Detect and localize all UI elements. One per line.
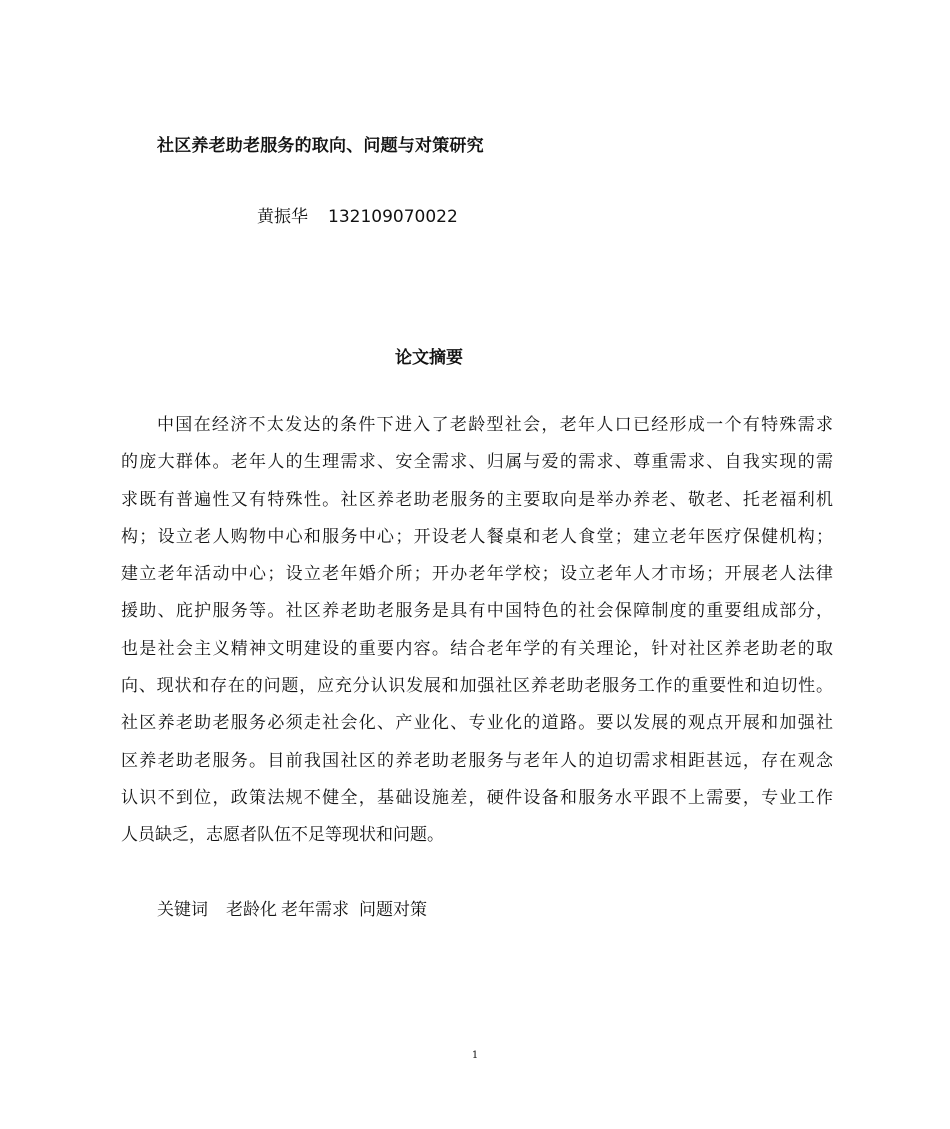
paper-title: 社区养老助老服务的取向、问题与对策研究: [157, 136, 484, 156]
abstract-line: 也是社会主义精神文明建设的重要内容。结合老年学的有关理论，针对社区养老助老的取: [121, 638, 833, 659]
abstract-line: 求既有普遍性又有特殊性。社区养老助老服务的主要取向是举办养老、敬老、托老福利机: [121, 489, 833, 510]
abstract-line: 认识不到位，政策法规不健全，基础设施差，硬件设备和服务水平跟不上需要，专业工作: [121, 787, 833, 808]
author-name: 黄振华: [257, 207, 308, 227]
author-line: [257, 202, 458, 227]
keyword: 问题对策: [359, 900, 427, 920]
abstract-body: [121, 411, 833, 859]
abstract-line: 人员缺乏，志愿者队伍不足等现状和问题。: [121, 825, 444, 846]
keyword: 老龄化: [226, 900, 277, 920]
abstract-line: 构；设立老人购物中心和服务中心；开设老人餐桌和老人食堂；建立老年医疗保健机构；: [121, 526, 833, 547]
abstract-line: 向、现状和存在的问题，应充分认识发展和加强社区养老助老服务工作的重要性和迫切性。: [121, 676, 833, 697]
abstract-heading: 论文摘要: [395, 348, 463, 368]
keywords-label: 关键词: [157, 900, 208, 920]
page-number: 1: [471, 1050, 479, 1061]
abstract-line: 的庞大群体。老年人的生理需求、安全需求、归属与爱的需求、尊重需求、自我实现的需: [121, 452, 833, 473]
keyword: 老年需求: [281, 900, 349, 920]
abstract-line: 中国在经济不太发达的条件下进入了老龄型社会，老年人口已经形成一个有特殊需求: [157, 415, 833, 435]
abstract-line: 社区养老助老服务必须走社会化、产业化、专业化的道路。要以发展的观点开展和加强社: [121, 713, 833, 734]
keywords-line: [157, 895, 427, 920]
abstract-line: 区养老助老服务。目前我国社区的养老助老服务与老年人的迫切需求相距甚远，存在观念: [121, 750, 833, 771]
student-id: 132109070022: [328, 207, 458, 227]
abstract-line: 建立老年活动中心；设立老年婚介所；开办老年学校；设立老年人才市场；开展老人法律: [121, 564, 833, 585]
abstract-line: 援助、庇护服务等。社区养老助老服务是具有中国特色的社会保障制度的重要组成部分，: [121, 601, 833, 622]
